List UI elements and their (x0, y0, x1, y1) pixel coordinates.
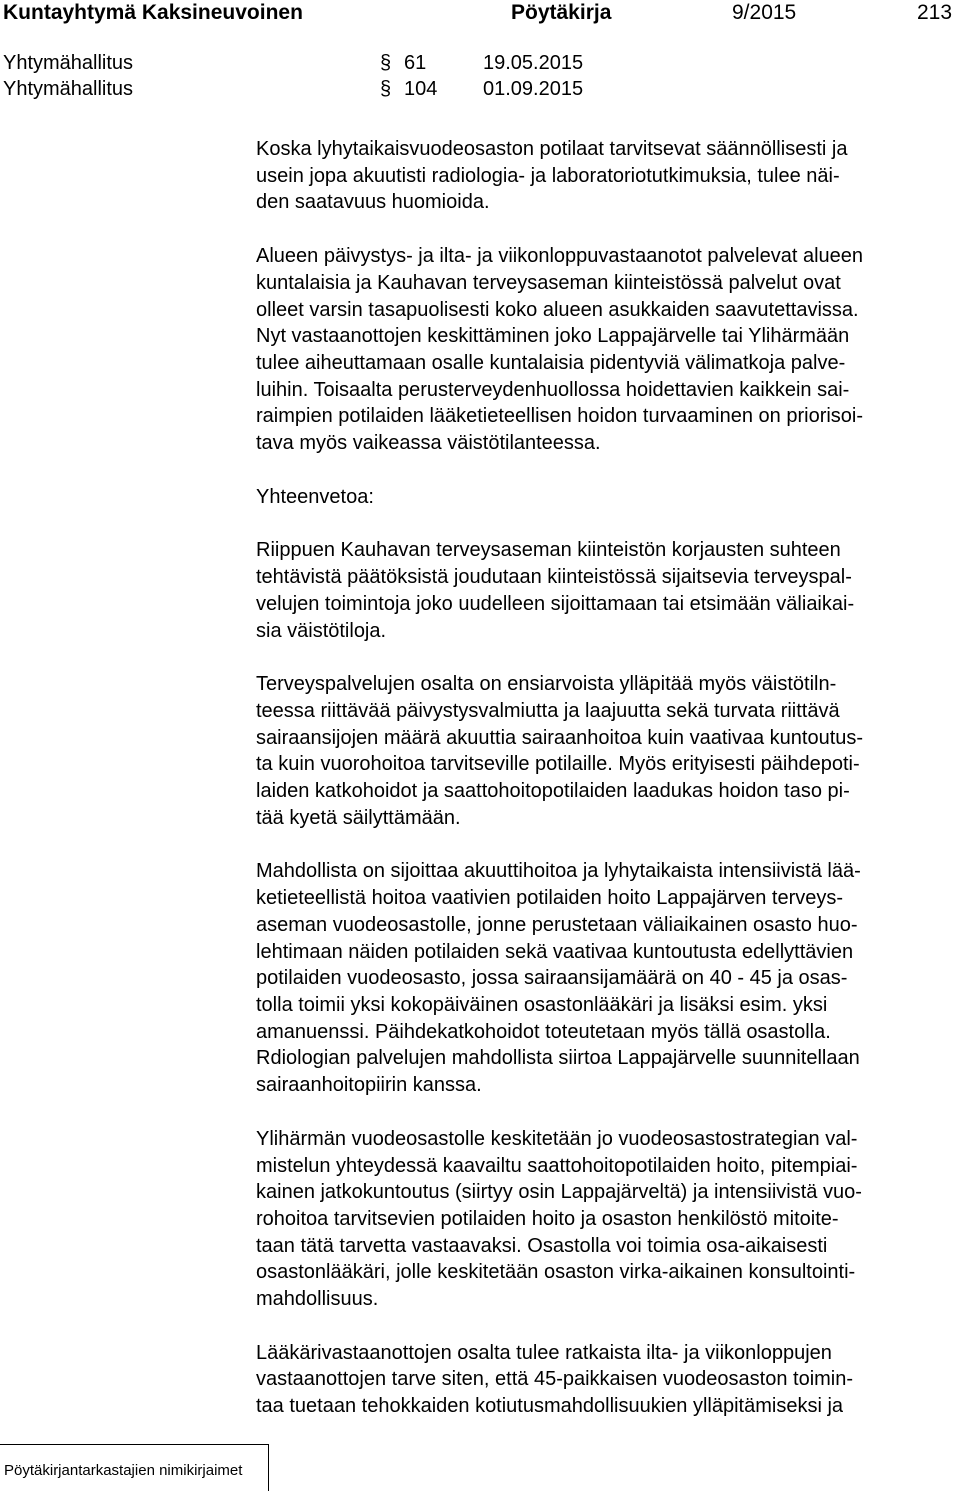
meeting-row (0, 76, 960, 102)
document-body (256, 136, 956, 1447)
document-type: Pöytäkirja (511, 1, 612, 24)
text-line: ketieteellistä hoitoa vaativien potilaiden hoito Lappajärven terveys- (256, 887, 844, 910)
meeting-body: Yhtymähallitus (3, 52, 134, 74)
text-line: olleet varsin tasapuolisesti koko alueen asukkaiden saavutettavissa. (256, 298, 859, 321)
text-line: mistelun yhteydessä kaavailtu saattohoitopotilaiden hoito, pitempiai- (256, 1154, 858, 1177)
text-line: Mahdollista on sijoittaa akuuttihoitoa ja lyhytaikaista intensiivistä lää- (256, 860, 861, 883)
text-line: osastonlääkäri, jolle keskitetään osaston virka-aikainen konsultointi- (256, 1261, 856, 1284)
text-line: den saatavuus huomioida. (256, 191, 490, 214)
section-number: 104 (404, 78, 438, 100)
meeting-date: 19.05.2015 (483, 52, 584, 74)
text-line: Riippuen Kauhavan terveysaseman kiinteistön korjausten suhteen (256, 539, 841, 562)
section-symbol: § (380, 52, 392, 74)
paragraph (256, 136, 956, 216)
text-line: luihin. Toisaalta perusterveydenhuollossa hoidettavien kaikkein sai- (256, 378, 850, 401)
paragraph (256, 537, 956, 644)
organization-name: Kuntayhtymä Kaksineuvoinen (3, 1, 303, 24)
text-line: sairaanhoitopiirin kanssa. (256, 1074, 482, 1097)
text-line: Nyt vastaanottojen keskittäminen joko Lappajärvelle tai Ylihärmään (256, 325, 850, 348)
paragraph (256, 243, 956, 457)
text-line: Koska lyhytaikaisvuodeosaston potilaat tarvitsevat säännöllisesti ja (256, 138, 848, 160)
footer-signature-box (0, 1444, 269, 1491)
text-line: ta kuin vuorohoitoa tarvitseville potilaille. Myös erityisesti päihdepoti- (256, 753, 860, 776)
paragraph (256, 671, 956, 831)
text-line: sia väistötiloja. (256, 619, 387, 642)
text-line: lehtimaan näiden potilaiden sekä vaativaa kuntoutusta edellyttävien (256, 940, 854, 963)
text-line: usein jopa akuutisti radiologia- ja laboratoriotutkimuksia, tulee näi- (256, 164, 840, 187)
text-line: tulee aiheuttamaan osalle kuntalaisia pidentyviä välimatkoja palve- (256, 351, 846, 374)
page-header (0, 0, 960, 28)
meeting-date: 01.09.2015 (483, 78, 584, 100)
text-line: Yhteenvetoa: (256, 485, 374, 508)
text-line: taan tätä tarvetta vastaavaksi. Osastolla voi toimia osa-aikaisesti (256, 1234, 828, 1257)
document-number: 9/2015 (732, 1, 797, 24)
text-line: kainen jatkokuntoutus (siirtyy osin Lappajärveltä) ja intensiivistä vuo- (256, 1181, 862, 1204)
text-line: sairaansijojen määrä akuuttia sairaanhoitoa kuin vaativaa kuntoutus- (256, 726, 864, 749)
text-line: Alueen päivystys- ja ilta- ja viikonloppuvastaanotot palvelevat alueen (256, 245, 864, 268)
text-line: amanuenssi. Päihdekatkohoidot toteutetaan myös tällä osastolla. (256, 1020, 831, 1043)
text-line: Ylihärmän vuodeosastolle keskitetään jo vuodeosastostrategian val- (256, 1127, 858, 1150)
meeting-body: Yhtymähallitus (3, 78, 134, 100)
text-line: tolla toimii yksi kokopäiväinen osastonlääkäri ja lisäksi esim. yksi (256, 993, 828, 1016)
text-line: Terveyspalvelujen osalta on ensiarvoista ylläpitää myös väistötiln- (256, 673, 837, 696)
text-line: kuntalaisia ja Kauhavan terveysaseman kiinteistössä palvelut ovat (256, 271, 841, 294)
text-line: taa tuetaan tehokkaiden kotiutusmahdollisuukien ylläpitämiseksi ja (256, 1395, 844, 1418)
paragraph (256, 1340, 956, 1420)
text-line: teessa riittävää päivystysvalmiutta ja laajuutta sekä turvata riittävä (256, 699, 840, 722)
meeting-row (0, 50, 960, 76)
text-line: tehtävistä päätöksistä joudutaan kiinteistössä sijaitsevia terveyspal- (256, 566, 852, 589)
section-number: 61 (404, 52, 427, 74)
footer-label: Pöytäkirjantarkastajien nimikirjaimet (4, 1462, 243, 1479)
text-line: laiden katkohoidot ja saattohoitopotilaiden laadukas hoidon taso pi- (256, 780, 850, 803)
paragraph (256, 858, 956, 1098)
text-line: mahdollisuus. (256, 1288, 379, 1311)
text-line: rohoitoa tarvitsevien potilaiden hoito ja osaston henkilöstö mitoite- (256, 1207, 839, 1230)
text-line: tava myös vaikeassa väistötilanteessa. (256, 432, 601, 455)
paragraph (256, 1126, 956, 1313)
text-line: aseman vuodeosastolle, jonne perustetaan väliaikainen osasto huo- (256, 913, 858, 936)
text-line: velujen toimintoja joko uudelleen sijoittamaan tai etsimään väliaikai- (256, 592, 855, 615)
text-line: Rdiologian palvelujen mahdollista siirtoa Lappajärvelle suunnitellaan (256, 1047, 860, 1070)
paragraph (256, 484, 956, 511)
text-line: tää kyetä säilyttämään. (256, 806, 461, 829)
section-symbol: § (380, 78, 392, 100)
text-line: raimpien potilaiden lääketieteellisen hoidon turvaaminen on priorisoi- (256, 405, 864, 428)
text-line: potilaiden vuodeosasto, jossa sairaansijamäärä on 40 - 45 ja osas- (256, 967, 848, 990)
page-number: 213 (917, 1, 953, 24)
text-line: Lääkärivastaanottojen osalta tulee ratkaista ilta- ja viikonloppujen (256, 1341, 832, 1364)
text-line: vastaanottojen tarve siten, että 45-paikkaisen vuodeosaston toimin- (256, 1368, 854, 1391)
